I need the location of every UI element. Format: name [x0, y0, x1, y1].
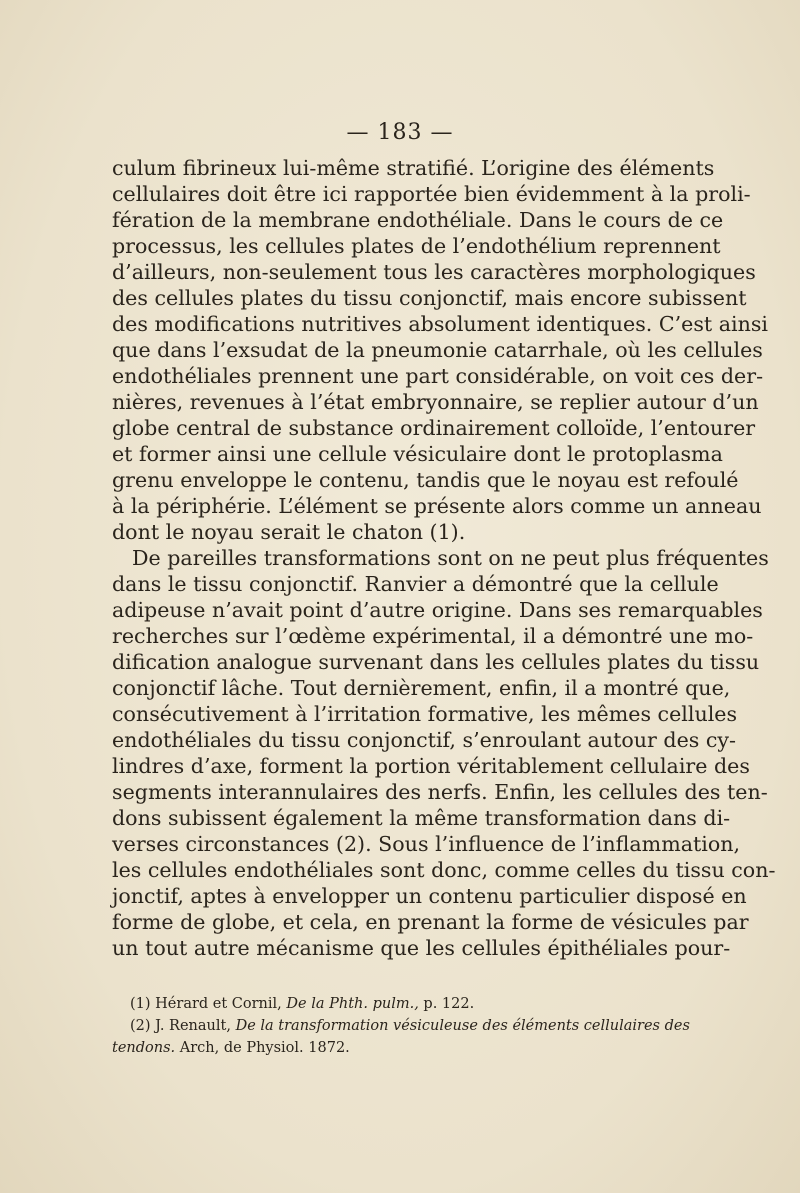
text-line: conjonctif lâche. Tout dernièrement, enfin, il a montré que,: [112, 676, 731, 700]
paragraph-2: [112, 545, 776, 961]
text-line: consécutivement à l’irritation formative, les mêmes cellules: [112, 702, 738, 726]
text-line: processus, les cellules plates de l’endothélium reprennent: [112, 234, 721, 258]
text-line: nières, revenues à l’état embryonnaire, se replier autour d’un: [112, 390, 759, 414]
text-line: jonctif, aptes à envelopper un contenu particulier disposé en: [112, 884, 747, 908]
text-line: endothéliales du tissu conjonctif, s’enroulant autour des cy-: [112, 728, 737, 752]
footnote-source: Arch, de Physiol. 1872.: [179, 1040, 350, 1056]
footnote-2: [112, 1015, 690, 1037]
text-line: adipeuse n’avait point d’autre origine. Dans ses remarquables: [112, 598, 763, 622]
footnote-marker: (2): [130, 1018, 151, 1034]
text-line: endothéliales prennent une part considérable, on voit ces der-: [112, 364, 764, 388]
footnote-title-end: tendons.: [112, 1040, 176, 1056]
text-line: que dans l’exsudat de la pneumonie catarrhale, où les cellules: [112, 338, 763, 362]
text-line: De pareilles transformations sont on ne peut plus fréquentes: [132, 546, 769, 570]
footnote-title: De la Phth. pulm.,: [286, 996, 419, 1012]
footnote-title: De la transformation vésiculeuse des éléments cellulaires des: [235, 1018, 690, 1034]
text-line: dification analogue survenant dans les cellules plates du tissu: [112, 650, 760, 674]
footnote-2-continuation: [112, 1037, 654, 1059]
text-line: des modifications nutritives absolument identiques. C’est ainsi: [112, 312, 769, 336]
page-number: — 183 —: [346, 120, 454, 145]
text-line: globe central de substance ordinairement colloïde, l’entourer: [112, 416, 756, 440]
text-line: cellulaires doit être ici rapportée bien évidemment à la proli-: [112, 182, 751, 206]
text-line: forme de globe, et cela, en prenant la forme de vésicules par: [112, 910, 749, 934]
text-line: les cellules endothéliales sont donc, comme celles du tissu con-: [112, 858, 776, 882]
footnotes: [112, 993, 690, 1059]
text-line: fération de la membrane endothéliale. Dans le cours de ce: [112, 208, 724, 232]
text-line: segments interannulaires des nerfs. Enfin, les cellules des ten-: [112, 780, 768, 804]
text-line: d’ailleurs, non-seulement tous les caractères morphologiques: [112, 260, 756, 284]
text-line: grenu enveloppe le contenu, tandis que le noyau est refoulé: [112, 468, 739, 492]
paragraph-1: [112, 155, 769, 545]
text-line: lindres d’axe, forment la portion véritablement cellulaire des: [112, 754, 750, 778]
text-line: verses circonstances (2). Sous l’influence de l’inflammation,: [112, 832, 741, 856]
body-text: [112, 155, 776, 961]
text-line: à la périphérie. L’élément se présente alors comme un anneau: [112, 494, 762, 518]
footnote-marker: (1): [130, 996, 151, 1012]
text-line: des cellules plates du tissu conjonctif, mais encore subissent: [112, 286, 747, 310]
text-line: recherches sur l’œdème expérimental, il a démontré une mo-: [112, 624, 754, 648]
text-line: dans le tissu conjonctif. Ranvier a démontré que la cellule: [112, 572, 719, 596]
footnote-pages: p. 122.: [423, 996, 475, 1012]
footnote-1: [112, 993, 654, 1015]
footnote-author: J. Renault,: [155, 1018, 231, 1034]
text-line: dons subissent également la même transformation dans di-: [112, 806, 731, 830]
text-line: dont le noyau serait le chaton (1).: [112, 520, 466, 544]
footnote-authors: Hérard et Cornil,: [155, 996, 282, 1012]
text-line: et former ainsi une cellule vésiculaire dont le protoplasma: [112, 442, 723, 466]
text-line: culum fibrineux lui-même stratifié. L’origine des éléments: [112, 156, 715, 180]
text-line: un tout autre mécanisme que les cellules épithéliales pour-: [112, 936, 731, 960]
